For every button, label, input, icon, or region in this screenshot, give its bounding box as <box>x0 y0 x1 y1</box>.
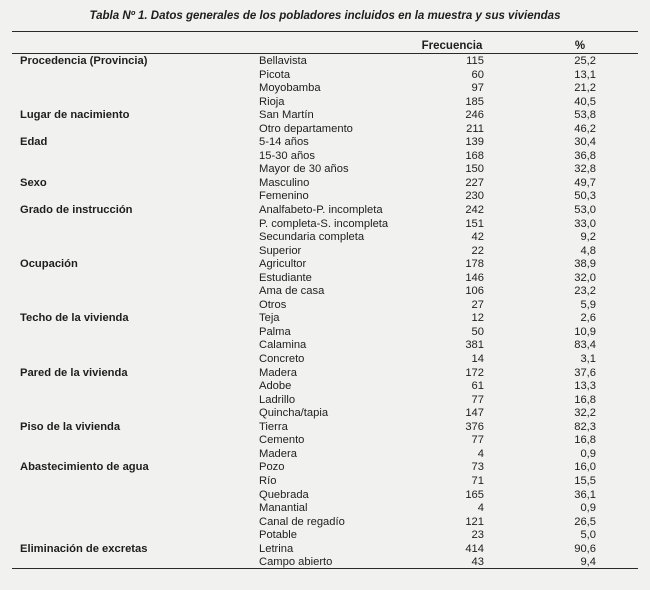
table-row <box>0 502 650 516</box>
row-category: Bellavista <box>259 55 307 67</box>
table-row <box>0 109 650 123</box>
row-frequency: 227 <box>465 176 484 189</box>
row-frequency: 178 <box>465 258 484 271</box>
row-frequency: 14 <box>471 353 484 366</box>
row-variable: Ocupación <box>20 258 78 271</box>
table-row <box>0 55 650 69</box>
table-row <box>0 312 650 326</box>
row-frequency: 22 <box>471 244 484 257</box>
row-frequency: 376 <box>465 420 484 433</box>
row-percent: 83,4 <box>574 339 596 352</box>
row-percent: 23,2 <box>574 285 596 298</box>
row-frequency: 242 <box>465 204 484 217</box>
row-frequency: 211 <box>466 122 484 135</box>
row-category: Femenino <box>259 190 309 203</box>
row-frequency: 106 <box>465 285 484 298</box>
table-row <box>0 136 650 150</box>
row-frequency: 73 <box>471 461 484 474</box>
table-row <box>0 190 650 204</box>
row-percent: 32,0 <box>574 271 596 284</box>
row-category: Canal de regadío <box>259 515 345 528</box>
row-frequency: 4 <box>477 447 484 460</box>
row-percent: 90,6 <box>574 542 596 555</box>
row-percent: 13,3 <box>574 380 596 393</box>
row-percent: 37,6 <box>574 366 596 379</box>
row-frequency: 230 <box>465 190 484 203</box>
table-row <box>0 380 650 394</box>
row-frequency: 23 <box>471 529 484 542</box>
table-row <box>0 461 650 475</box>
row-variable: Techo de la vivienda <box>20 312 129 325</box>
row-frequency: 381 <box>465 339 484 352</box>
table-row <box>0 407 650 421</box>
row-category: Rioja <box>259 95 285 108</box>
row-percent: 13,1 <box>574 68 596 81</box>
row-category: Ama de casa <box>259 285 325 298</box>
row-frequency: 150 <box>465 163 484 176</box>
table-row <box>0 204 650 218</box>
table-row <box>0 231 650 245</box>
row-category: Cemento <box>259 434 305 447</box>
table-bottom-rule <box>12 568 638 569</box>
row-percent: 33,0 <box>574 217 596 230</box>
row-frequency: 50 <box>471 325 484 338</box>
table-row <box>0 299 650 313</box>
row-category: Madera <box>259 447 297 460</box>
row-variable: Abastecimiento de agua <box>20 461 149 474</box>
table-row <box>0 448 650 462</box>
row-category: Pozo <box>259 461 285 474</box>
table-row <box>0 150 650 164</box>
header-percent: % <box>574 40 586 52</box>
row-frequency: 60 <box>471 68 484 81</box>
table-row <box>0 69 650 83</box>
table-row <box>0 218 650 232</box>
row-frequency: 4 <box>477 502 484 515</box>
row-percent: 10,9 <box>574 325 596 338</box>
row-frequency: 165 <box>465 488 484 501</box>
row-variable: Procedencia (Provincia) <box>20 55 148 67</box>
table-row <box>0 245 650 259</box>
row-frequency: 77 <box>471 434 484 447</box>
row-percent: 53,0 <box>574 204 596 217</box>
row-frequency: 27 <box>471 298 484 311</box>
table-row <box>0 367 650 381</box>
row-percent: 0,9 <box>580 447 596 460</box>
table-row <box>0 177 650 191</box>
row-frequency: 168 <box>465 149 484 162</box>
row-percent: 32,8 <box>574 163 596 176</box>
row-percent: 32,2 <box>574 407 596 420</box>
row-frequency: 97 <box>471 82 484 95</box>
row-percent: 25,2 <box>574 55 596 67</box>
table-row <box>0 123 650 137</box>
row-category: Estudiante <box>259 271 312 284</box>
row-percent: 5,0 <box>580 529 596 542</box>
row-percent: 3,1 <box>580 353 596 366</box>
table-row <box>0 272 650 286</box>
row-frequency: 139 <box>465 136 484 149</box>
row-category: Teja <box>259 312 280 325</box>
table-row <box>0 394 650 408</box>
row-percent: 9,2 <box>580 231 596 244</box>
row-category: Agricultor <box>259 258 307 271</box>
table-row <box>0 96 650 110</box>
row-category: Analfabeto-P. incompleta <box>259 204 383 217</box>
row-category: Concreto <box>259 353 305 366</box>
row-category: 15-30 años <box>259 149 315 162</box>
row-percent: 16,8 <box>574 434 596 447</box>
row-frequency: 12 <box>471 312 484 325</box>
row-frequency: 61 <box>471 380 484 393</box>
row-frequency: 151 <box>465 217 484 230</box>
row-percent: 21,2 <box>574 82 596 95</box>
row-percent: 46,2 <box>574 122 596 135</box>
row-percent: 26,5 <box>574 515 596 528</box>
row-percent: 40,5 <box>574 95 596 108</box>
row-frequency: 246 <box>465 109 484 122</box>
table-body <box>0 55 650 570</box>
row-percent: 36,1 <box>574 488 596 501</box>
table-row <box>0 421 650 435</box>
row-category: San Martín <box>259 109 314 122</box>
row-frequency: 147 <box>465 407 484 420</box>
row-variable: Grado de instrucción <box>20 204 133 217</box>
row-percent: 9,4 <box>580 556 596 569</box>
table-row <box>0 82 650 96</box>
table-row <box>0 326 650 340</box>
row-category: Tierra <box>259 420 288 433</box>
row-category: Campo abierto <box>259 556 333 569</box>
row-percent: 2,6 <box>580 312 596 325</box>
row-variable: Eliminación de excretas <box>20 542 148 555</box>
row-percent: 82,3 <box>574 420 596 433</box>
row-category: Letrina <box>259 542 294 555</box>
row-percent: 53,8 <box>574 109 596 122</box>
header-rule <box>12 53 638 54</box>
row-percent: 49,7 <box>574 176 596 189</box>
row-category: Mayor de 30 años <box>259 163 349 176</box>
row-frequency: 71 <box>471 474 484 487</box>
row-variable: Edad <box>20 136 48 149</box>
row-category: Quincha/tapia <box>259 407 329 420</box>
row-category: Manantial <box>259 502 308 515</box>
row-frequency: 185 <box>465 95 484 108</box>
row-category: Potable <box>259 529 297 542</box>
row-frequency: 43 <box>471 556 484 569</box>
row-category: Palma <box>259 325 291 338</box>
row-percent: 15,5 <box>574 474 596 487</box>
row-variable: Lugar de nacimiento <box>20 109 130 122</box>
row-frequency: 172 <box>465 366 484 379</box>
row-category: Otros <box>259 298 287 311</box>
table-top-rule <box>12 31 638 32</box>
row-percent: 38,9 <box>574 258 596 271</box>
row-percent: 50,3 <box>574 190 596 203</box>
table-row <box>0 475 650 489</box>
row-frequency: 146 <box>465 271 484 284</box>
row-category: Moyobamba <box>259 82 321 95</box>
table-caption: Tabla Nº 1. Datos generales de los pobladores incluidos en la muestra y sus viviendas <box>89 10 561 22</box>
table-row <box>0 543 650 557</box>
row-category: Río <box>259 474 277 487</box>
row-percent: 16,8 <box>574 393 596 406</box>
row-percent: 0,9 <box>580 502 596 515</box>
table-row <box>0 516 650 530</box>
row-variable: Sexo <box>20 176 47 189</box>
row-percent: 4,8 <box>580 244 596 257</box>
row-variable: Pared de la vivienda <box>20 366 128 379</box>
table-row <box>0 529 650 543</box>
row-category: Picota <box>259 68 291 81</box>
row-percent: 5,9 <box>580 298 596 311</box>
table-row <box>0 339 650 353</box>
row-percent: 30,4 <box>574 136 596 149</box>
row-category: Masculino <box>259 176 310 189</box>
row-category: Secundaria completa <box>259 231 365 244</box>
row-category: Ladrillo <box>259 393 296 406</box>
row-category: 5-14 años <box>259 136 309 149</box>
table-row <box>0 489 650 503</box>
row-category: Adobe <box>259 380 292 393</box>
row-category: Quebrada <box>259 488 309 501</box>
row-category: Otro departamento <box>259 122 353 135</box>
row-category: Madera <box>259 366 297 379</box>
row-frequency: 121 <box>465 515 484 528</box>
row-category: Superior <box>259 244 302 257</box>
row-frequency: 77 <box>471 393 484 406</box>
row-frequency: 414 <box>465 542 484 555</box>
row-frequency: 42 <box>471 231 484 244</box>
row-category: P. completa-S. incompleta <box>259 217 389 230</box>
table-row <box>0 163 650 177</box>
table-row <box>0 434 650 448</box>
row-percent: 36,8 <box>574 149 596 162</box>
table-row <box>0 285 650 299</box>
row-frequency: 115 <box>466 55 484 67</box>
row-percent: 16,0 <box>574 461 596 474</box>
table-row <box>0 258 650 272</box>
table-row <box>0 353 650 367</box>
row-category: Calamina <box>259 339 307 352</box>
header-frequency: Frecuencia <box>421 40 483 52</box>
row-variable: Piso de la vivienda <box>20 420 121 433</box>
